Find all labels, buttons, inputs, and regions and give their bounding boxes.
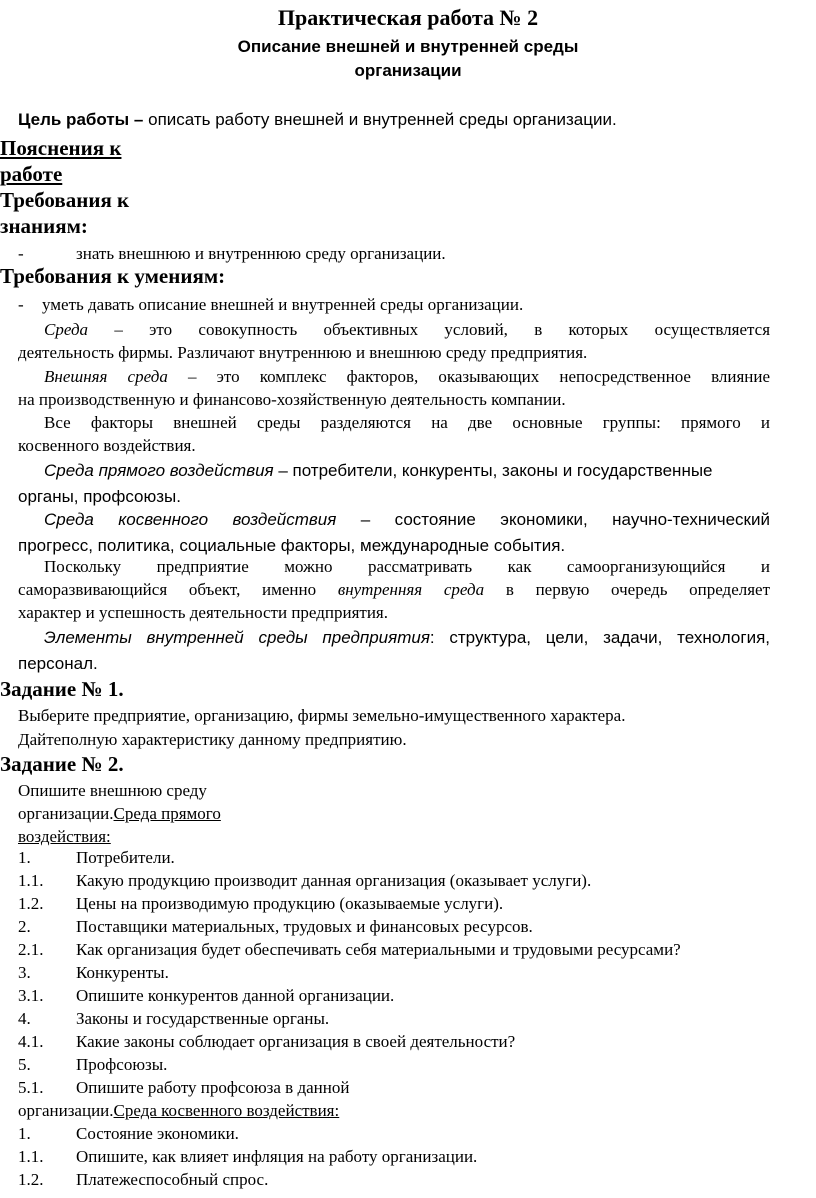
list-item-text: Законы и государственные органы. [76, 1009, 330, 1028]
indirect-label: Среда косвенного воздействия: [113, 1101, 340, 1120]
list-item-text: Опишите конкурентов данной организации. [76, 986, 395, 1005]
list-item-text: Какие законы соблюдает организация в своей деятельности? [76, 1032, 516, 1051]
knowledge-heading-line2: знаниям: [0, 214, 88, 238]
task2-intro-line1: Опишите внешнюю среду [18, 781, 207, 800]
list-item-text: Какую продукцию производит данная организация (оказывает услуги). [76, 871, 592, 890]
list-item-text: Потребители. [76, 848, 175, 867]
list-item-text: Опишите, как влияет инфляция на работу организации. [76, 1147, 478, 1166]
task1-line1: Выберите предприятие, организацию, фирмы земельно-имущественного характера. [18, 706, 626, 725]
internal-line3: характер и успешность деятельности предприятия. [18, 603, 388, 622]
env-line1-text: – это совокупность объективных условий, в которых осуществляется [114, 320, 771, 339]
groups-line2: косвенного воздействия. [18, 436, 196, 455]
skills-item: уметь давать описание внешней и внутренней среды организации. [42, 295, 524, 314]
internal-term: внутренняя среда [337, 580, 485, 599]
explanations-heading-line1: Пояснения к [0, 136, 122, 160]
internal-line2 [18, 578, 770, 601]
direct-line2: органы, профсоюзы. [18, 487, 181, 506]
task1-heading: Задание № 1. [0, 677, 124, 701]
list-item-text: Цены на производимую продукцию (оказываемые услуги). [76, 894, 504, 913]
goal-text: описать работу внешней и внутренней среды организации. [148, 110, 617, 129]
explanations-heading-line2: работе [0, 162, 63, 186]
direct-line1-text: – потребители, конкуренты, законы и государственные [278, 461, 713, 480]
skills-heading: Требования к умениям: [0, 264, 226, 288]
indirect-line2: прогресс, политика, социальные факторы, международные события. [18, 536, 566, 555]
internal-line1: Поскольку предприятие можно рассматривать как самоорганизующийся и [44, 557, 770, 576]
indirect-line1 [18, 507, 770, 533]
ext-line1 [18, 365, 770, 388]
knowledge-item: знать внешнюю и внутреннюю среду организации. [76, 244, 446, 263]
groups-paragraph [18, 411, 770, 457]
list-item-number: 1.2. [18, 1170, 44, 1189]
elements-line2: персонал. [18, 654, 98, 673]
elements-line1-text: : структура, цели, задачи, технология, [429, 628, 770, 647]
task2-direct-label: Среда прямого [113, 804, 221, 823]
ext-term: Внешняя среда [44, 367, 168, 386]
list-item-number: 1.2. [18, 894, 44, 913]
ext-paragraph [18, 365, 770, 411]
internal-line2-b: в первую очередь определяет [505, 580, 771, 599]
internal-line2-a: саморазвивающийся объект, именно [18, 580, 317, 599]
list-item-text: Поставщики материальных, трудовых и финансовых ресурсов. [76, 917, 533, 936]
internal-paragraph [18, 555, 770, 624]
list-item-text: Как организация будет обеспечивать себя материальными и трудовыми ресурсами? [76, 940, 681, 959]
task2-intro-line2 [18, 802, 221, 825]
page-subtitle-line2: организации [354, 61, 462, 80]
env-line1 [18, 318, 770, 341]
list-item-number: 5. [18, 1055, 31, 1074]
skills-bullet: - [18, 295, 24, 314]
page-subtitle-line1: Описание внешней и внутренней среды [237, 37, 579, 56]
env-paragraph [18, 318, 770, 364]
indirect-label-line [18, 1101, 339, 1121]
list-item-number: 4. [18, 1009, 31, 1028]
list-item-text: Конкуренты. [76, 963, 169, 982]
list-item-number: 3. [18, 963, 31, 982]
list-item-number: 1.1. [18, 871, 44, 890]
ext-line2: на производственную и финансово-хозяйственную деятельность компании. [18, 390, 566, 409]
indirect-org: организации. [18, 1101, 114, 1120]
list-item-number: 2.1. [18, 940, 44, 959]
list-item-number: 4.1. [18, 1032, 44, 1051]
list-item-number: 5.1. [18, 1078, 44, 1097]
goal-line [18, 110, 617, 130]
task2-intro-line3: воздействия: [18, 827, 111, 846]
knowledge-heading-line1: Требования к [0, 188, 130, 212]
elements-paragraph [18, 625, 770, 677]
indirect-line1-text: – состояние экономики, научно-технический [360, 510, 770, 529]
list-item-number: 3.1. [18, 986, 44, 1005]
knowledge-bullet: - [18, 244, 24, 263]
indirect-term: Среда косвенного воздействия [44, 510, 337, 529]
direct-term: Среда прямого воздействия [44, 461, 274, 480]
env-term: Среда [44, 320, 89, 339]
task2-intro-org: организации. [18, 804, 114, 823]
direct-line1 [18, 458, 770, 484]
goal-label: Цель работы – [18, 110, 144, 129]
list-item-number: 2. [18, 917, 31, 936]
ext-line1-text: – это комплекс факторов, оказывающих непосредственное влияние [187, 367, 771, 386]
list-item-number: 1.1. [18, 1147, 44, 1166]
list-item-text: Профсоюзы. [76, 1055, 168, 1074]
list-item-text: Платежеспособный спрос. [76, 1170, 269, 1189]
list-item-text: Опишите работу профсоюза в данной [76, 1078, 350, 1097]
groups-line1: Все факторы внешней среды разделяются на две основные группы: прямого и [44, 413, 770, 432]
elements-line1 [18, 625, 770, 651]
list-item-number: 1. [18, 1124, 31, 1143]
list-item-text: Состояние экономики. [76, 1124, 239, 1143]
env-line2: деятельность фирмы. Различают внутреннюю и внешнюю среду предприятия. [18, 343, 588, 362]
direct-paragraph [18, 458, 770, 510]
page-title: Практическая работа № 2 [277, 5, 539, 30]
indirect-paragraph [18, 507, 770, 559]
elements-term: Элементы внутренней среды предприятия [44, 628, 430, 647]
task2-heading: Задание № 2. [0, 752, 124, 776]
list-item-number: 1. [18, 848, 31, 867]
task1-line2: Дайтеполную характеристику данному предприятию. [18, 730, 407, 749]
